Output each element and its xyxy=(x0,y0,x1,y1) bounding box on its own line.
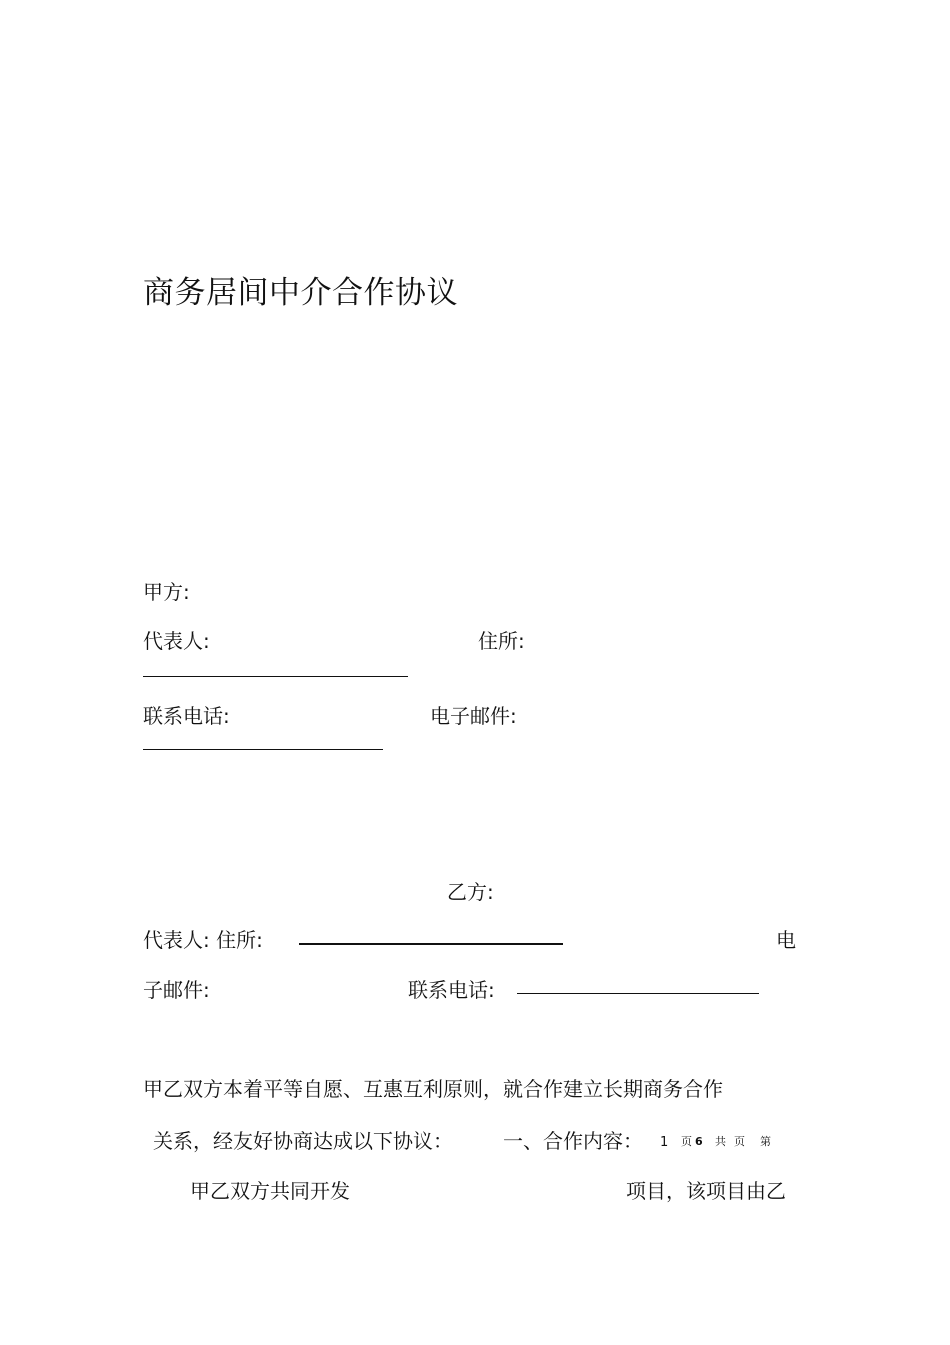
party-a-label: 甲方: xyxy=(143,580,190,604)
section1-line1-end: 项目，该项目由乙 xyxy=(626,1179,786,1203)
page-footer-text1: 页 xyxy=(681,1135,692,1148)
section1-line1-start: 甲乙双方共同开发 xyxy=(190,1179,350,1203)
agreement-paragraph-line2: 关系，经友好协商达成以下协议： xyxy=(153,1129,453,1153)
party-b-email-label-part2: 子邮件: xyxy=(143,978,210,1002)
party-a-phone-label: 联系电话: xyxy=(143,704,230,728)
page-footer-text2: 共 xyxy=(715,1135,726,1148)
agreement-paragraph-line1: 甲乙双方本着平等自愿、互惠互利原则，就合作建立长期商务合作 xyxy=(143,1077,723,1101)
document-title: 商务居间中介合作协议 xyxy=(143,275,458,311)
party-a-email-label: 电子邮件: xyxy=(430,704,517,728)
page-footer-num2: 6 xyxy=(695,1135,703,1148)
party-a-address-label: 住所: xyxy=(478,629,525,653)
party-b-rep-address-label: 代表人: 住所: xyxy=(143,928,263,952)
party-b-label: 乙方: xyxy=(447,880,494,904)
party-a-phone-underline xyxy=(143,749,383,750)
party-a-representative-underline xyxy=(143,676,408,677)
page-footer-text4: 第 xyxy=(760,1135,771,1148)
page-footer-num1: 1 xyxy=(660,1135,669,1150)
section1-heading: 一、合作内容： xyxy=(503,1129,643,1153)
party-b-phone-underline xyxy=(517,993,759,994)
page-footer-text3: 页 xyxy=(734,1135,745,1148)
party-a-representative-label: 代表人: xyxy=(143,629,210,653)
party-b-address-underline xyxy=(299,943,563,945)
party-b-email-label-part1: 电 xyxy=(776,928,796,952)
party-b-phone-label: 联系电话: xyxy=(408,978,495,1002)
